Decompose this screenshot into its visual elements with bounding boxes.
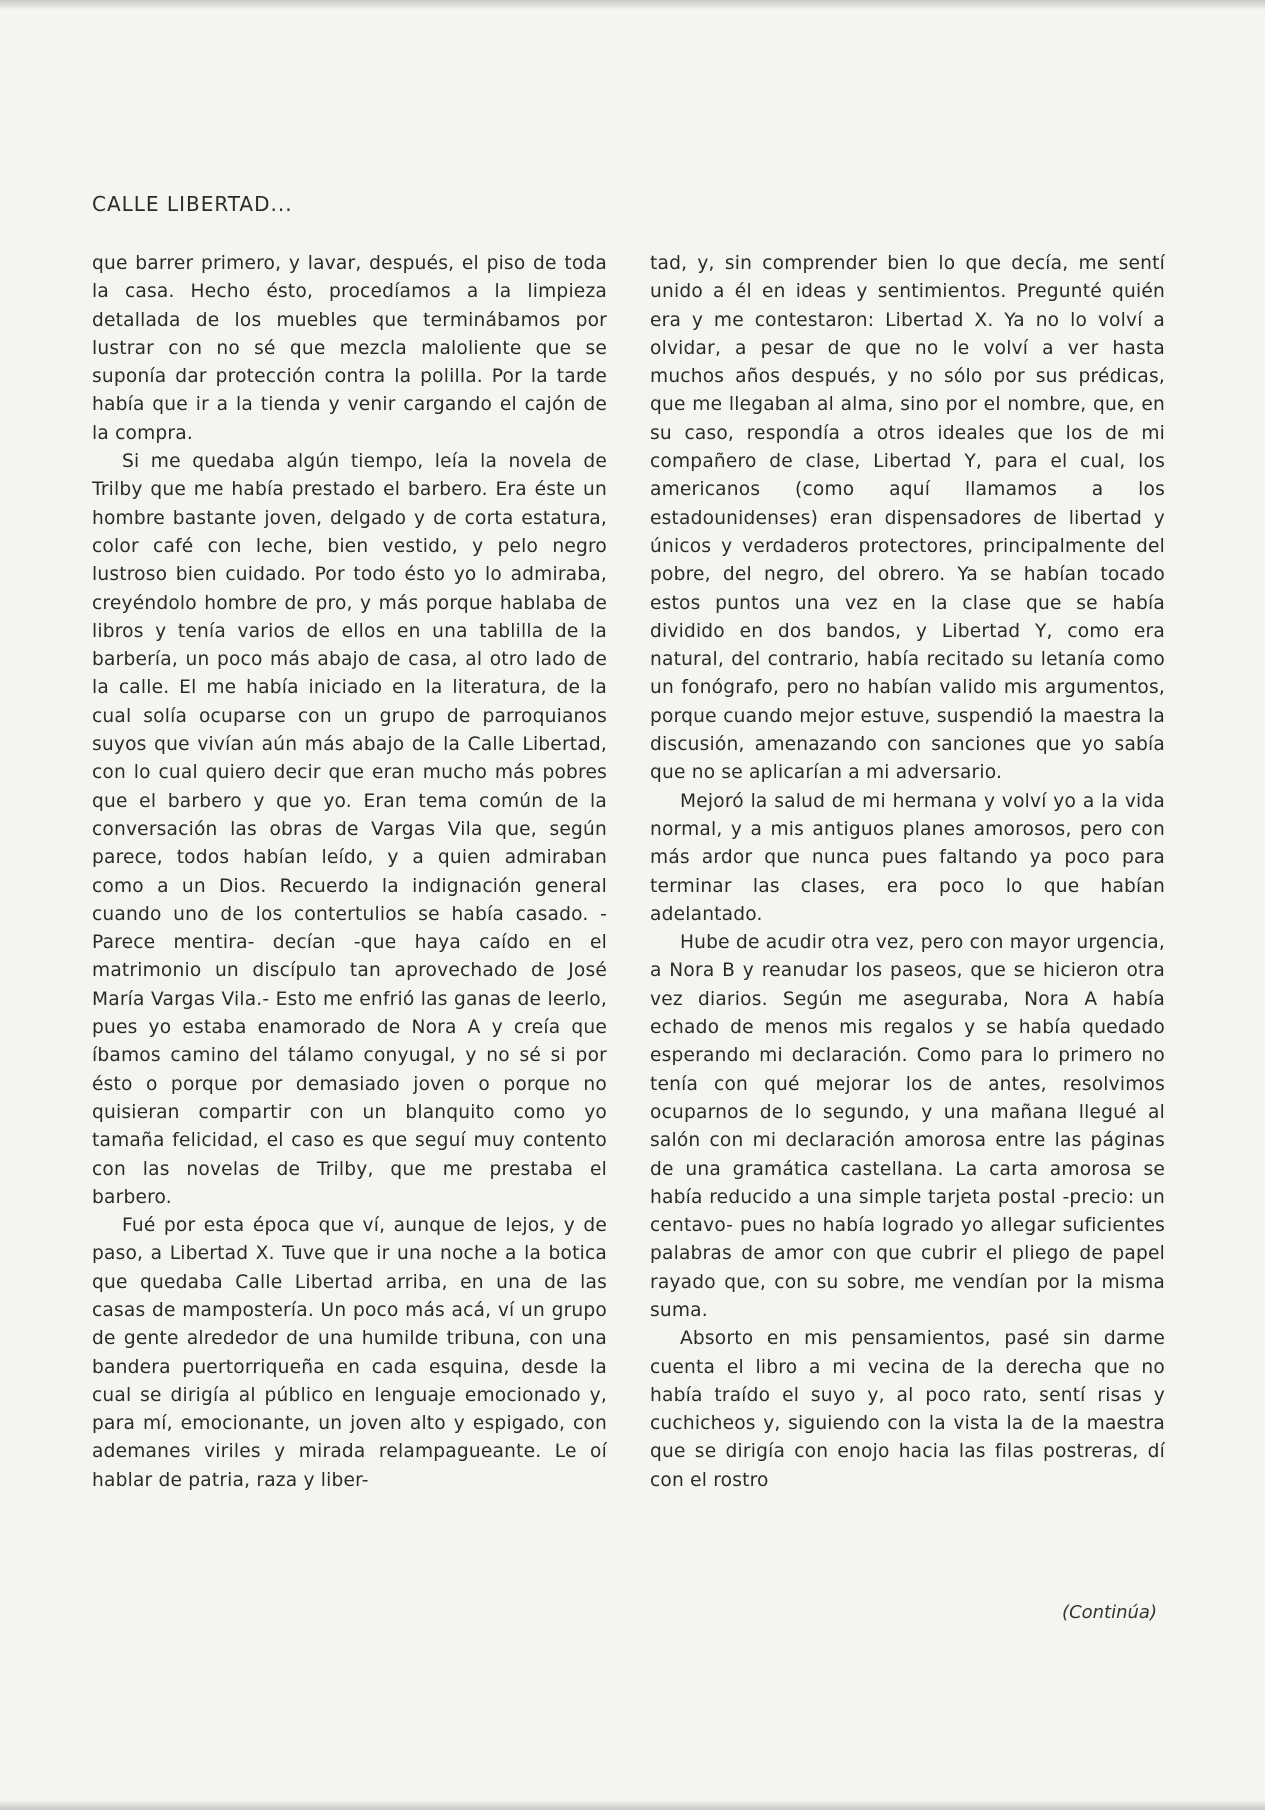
- paragraph: Absorto en mis pensamientos, pasé sin darme cuenta el libro a mi vecina de la derecha que no había traído el suyo y, al poco rato, sentí risas y cuchicheos y, siguiendo con la vista la de la maestra que se dirigía con enojo hacia las filas postreras, dí con el rostro: [650, 1328, 1165, 1491]
- scan-edge-top: [0, 0, 1265, 10]
- paragraph: Hube de acudir otra vez, pero con mayor urgencia, a Nora B y reanudar los paseos, que se hicieron otra vez diarios. Según me aseguraba, Nora A había echado de menos mis regalos y se había quedado esperando mi declaración. Como para lo primero no tenía con qué mejorar los de antes, resolvimos ocuparnos de lo segundo, y una mañana llegué al salón con mi declaración amorosa entre las páginas de una gramática castellana. La carta amorosa se había reducido a una simple tarjeta postal -precio: un centavo- pues no había logrado yo allegar suficientes palabras de amor con que cubrir el pliego de papel rayado que, con su sobre, me vendían por la misma suma.: [650, 932, 1165, 1321]
- paragraph: tad, y, sin comprender bien lo que decía, me sentí unido a él en ideas y sentimientos. Pregunté quién era y me contestaron: Libertad X. Ya no lo volví a olvidar, a pesar de que no le volví a ver hasta muchos años después, y no sólo por sus prédicas, que me llegaban al alma, sino por el nombre, que, en su caso, respondía a otros ideales que los de mi compañero de clase, Libertad Y, para el cual, los americanos (como aquí llamamos a los estadounidenses) eran dispensadores de libertad y únicos y verdaderos protectores, principalmente del pobre, del negro, del obrero. Ya se habían tocado estos puntos una vez en la clase que se había dividido en dos bandos, y Libertad Y, como era natural, del contrario, había recitado su letanía como un fonógrafo, pero no habían valido mis argumentos, porque cuando mejor estuve, suspendió la maestra la discusión, amenazando con sanciones que yo sabía que no se aplicarían a mi adversario.: [650, 253, 1165, 784]
- right-column: [650, 250, 1165, 1495]
- paragraph: Mejoró la salud de mi hermana y volví yo a la vida normal, y a mis antiguos planes amorosos, pero con más ardor que nunca pues faltando ya poco para terminar las clases, era poco lo que habían adelantado.: [650, 790, 1165, 925]
- paragraph: Si me quedaba algún tiempo, leía la novela de Trilby que me había prestado el barbero. Era éste un hombre bastante joven, delgado y de corta estatura, color café con leche, bien vestido, y pelo negro lustroso bien cuidado. Por todo ésto yo lo admiraba, creyéndolo hombre de pro, y más porque hablaba de libros y tenía varios de ellos en una tablilla de la barbería, un poco más abajo de casa, al otro lado de la calle. El me había iniciado en la literatura, de la cual solía ocuparse con un grupo de parroquianos suyos que vivían aún más abajo de la Calle Libertad, con lo cual quiero decir que eran mucho más pobres que el barbero y que yo. Eran tema común de la conversación las obras de Vargas Vila que, según parece, todos habían leído, y a quien admiraban como a un Dios. Recuerdo la indignación general cuando uno de los contertulios se había casado. -Parece mentira- decían -que haya caído en el matrimonio un discípulo tan aprovechado de José María Vargas Vila.- Esto me enfrió las ganas de leerlo, pues yo estaba enamorado de Nora A y creía que íbamos camino del tálamo conyugal, y no sé si por ésto o porque por demasiado joven o porque no quisieran compartir con un blanquito como yo tamaña felicidad, el caso es que seguí muy contento con las novelas de Trilby, que me prestaba el barbero.: [92, 451, 607, 1208]
- left-column: [92, 250, 607, 1495]
- running-title: CALLE LIBERTAD...: [92, 192, 293, 216]
- paragraph: que barrer primero, y lavar, después, el piso de toda la casa. Hecho ésto, procedíamos a la limpieza detallada de los muebles que terminábamos por lustrar con no sé que mezcla maloliente que se suponía dar protección contra la polilla. Por la tarde había que ir a la tienda y venir cargando el cajón de la compra.: [92, 253, 607, 444]
- continues-note: (Continúa): [1062, 1602, 1157, 1623]
- paragraph: Fué por esta época que ví, aunque de lejos, y de paso, a Libertad X. Tuve que ir una noche a la botica que quedaba Calle Libertad arriba, en una de las casas de mampostería. Un poco más acá, ví un grupo de gente alrededor de una humilde tribuna, con una bandera puertorriqueña en cada esquina, desde la cual se dirigía al público en lenguaje emocionado y, para mí, emocionante, un joven alto y espigado, con ademanes viriles y mirada relampagueante. Le oí hablar de patria, raza y liber-: [92, 1215, 607, 1491]
- scan-edge-bottom: [0, 1800, 1265, 1810]
